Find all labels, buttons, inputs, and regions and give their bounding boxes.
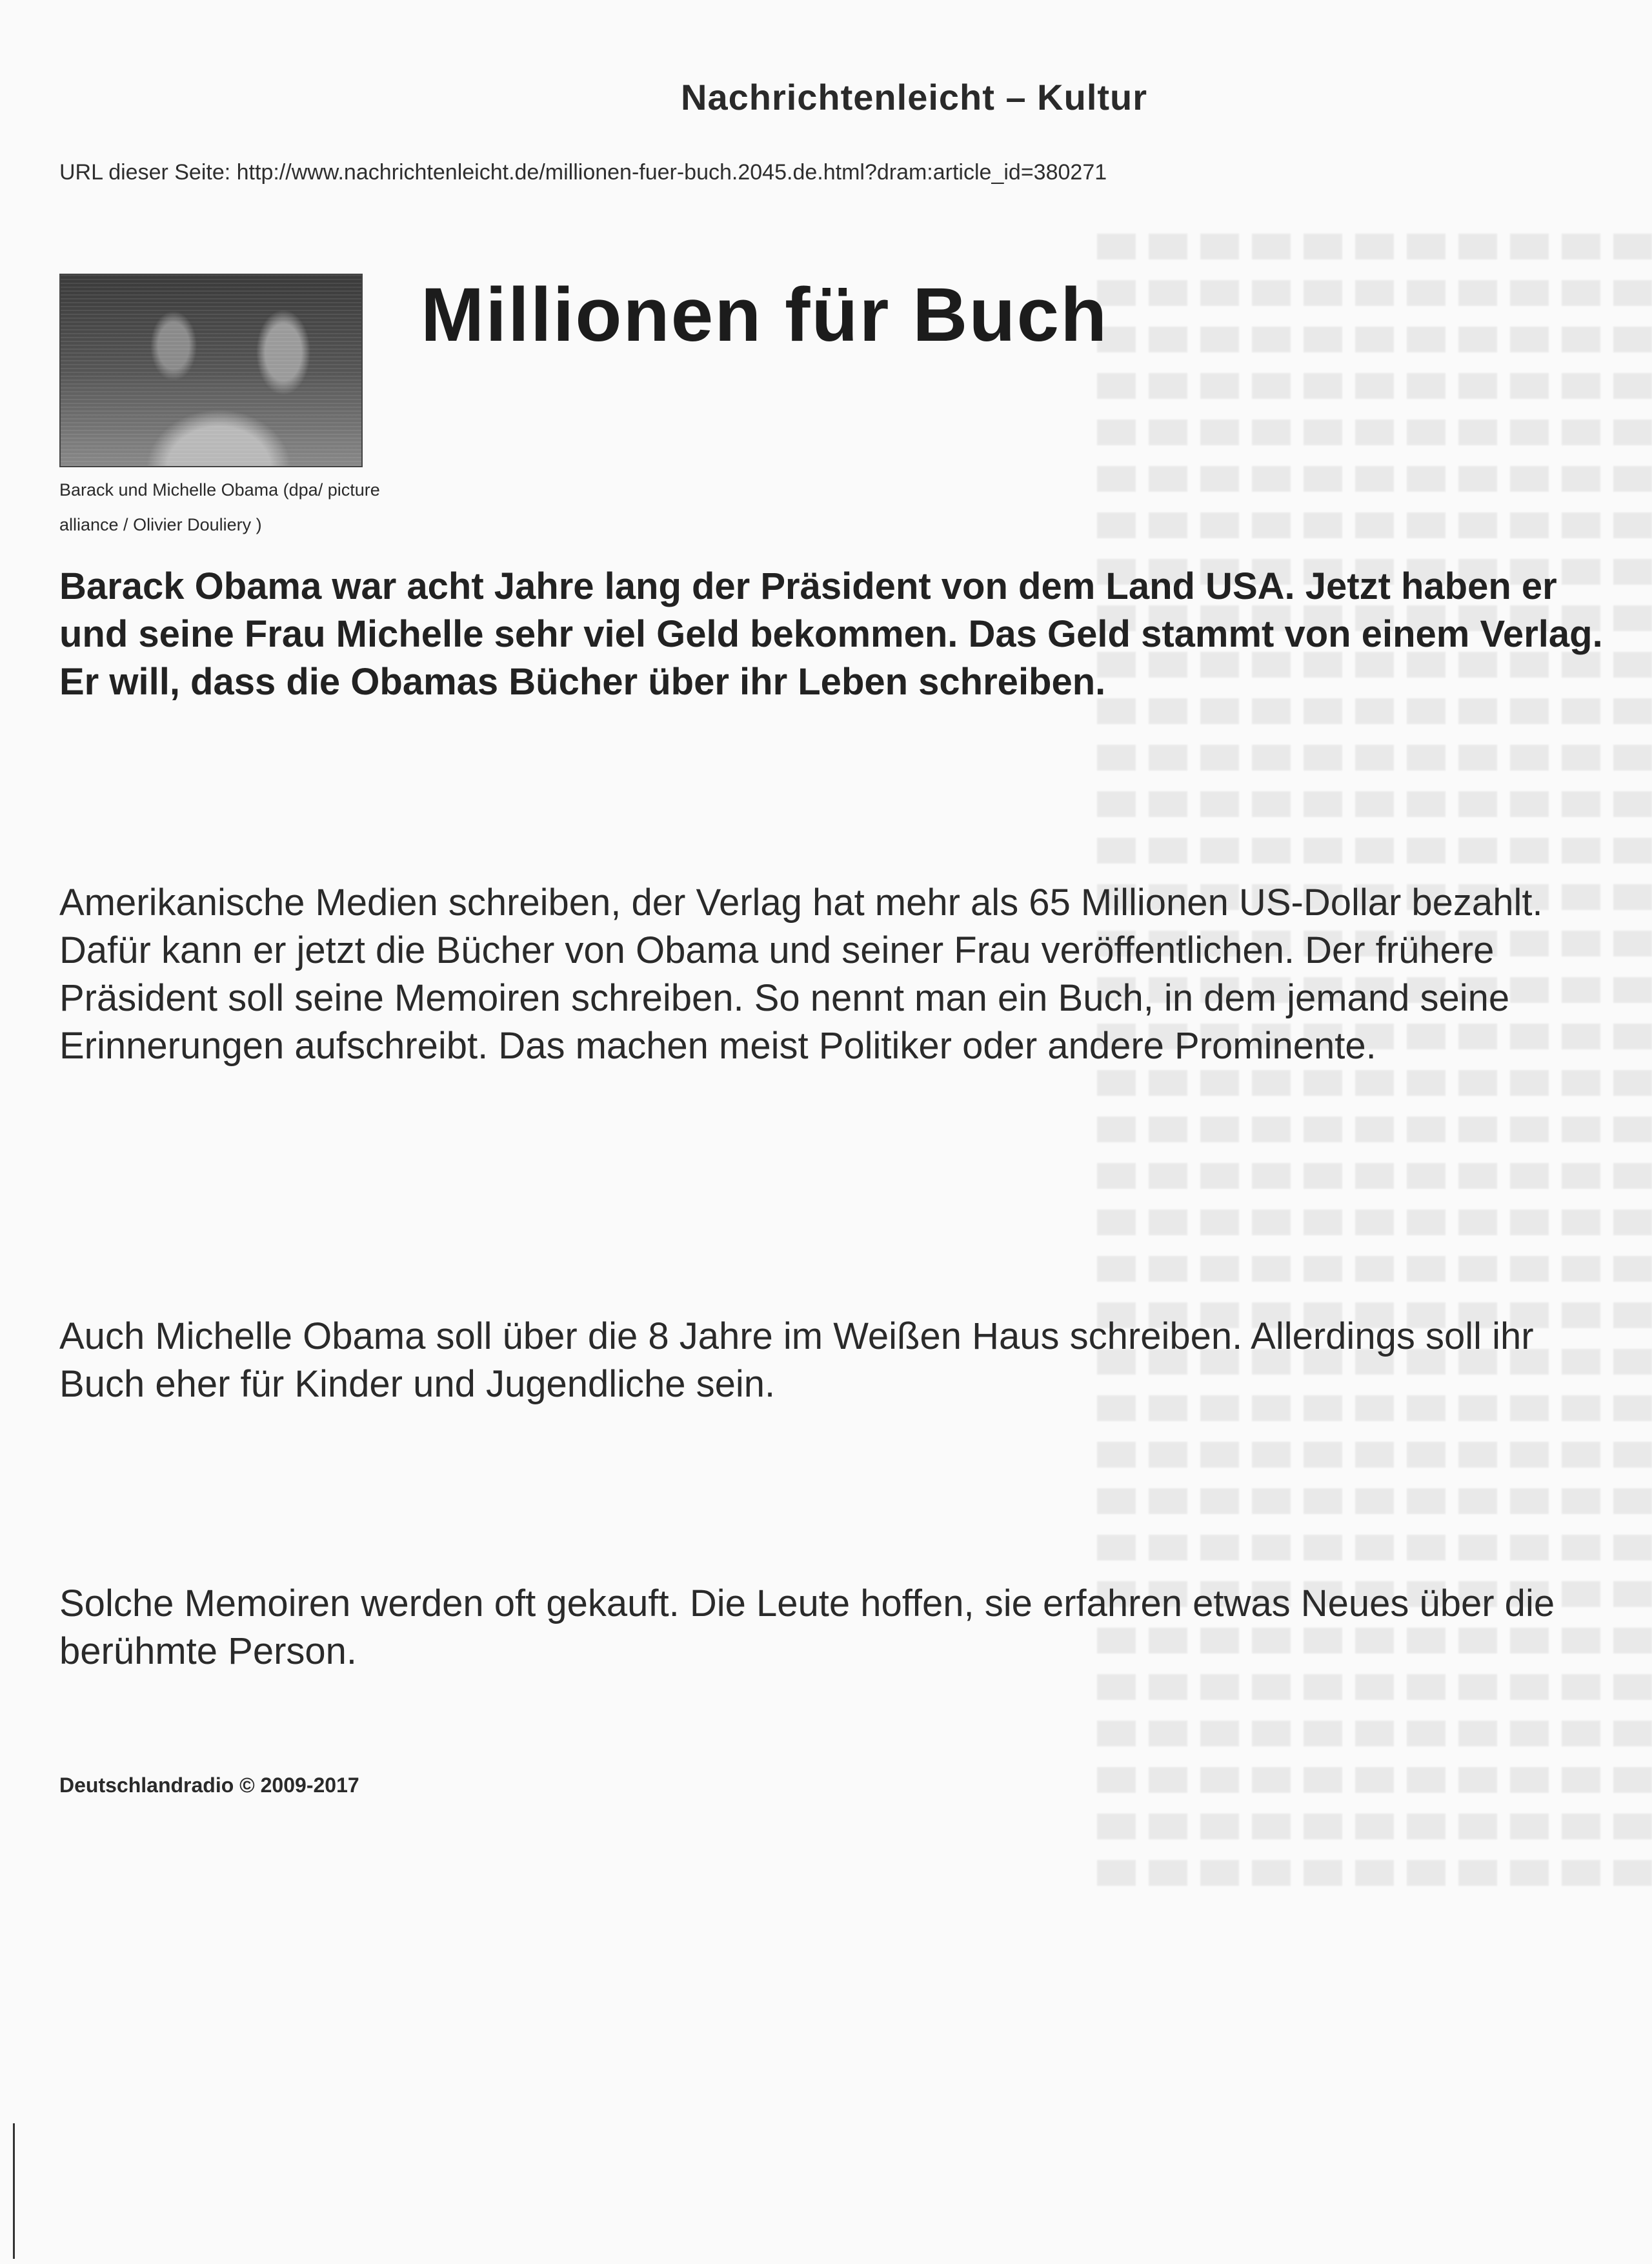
ghost-line [1097, 419, 1652, 445]
ghost-line [1097, 1117, 1652, 1142]
ghost-line [1097, 1535, 1652, 1561]
ghost-line [1097, 1163, 1652, 1189]
ghost-line [1097, 1488, 1652, 1514]
ghost-line [1097, 1209, 1652, 1235]
ghost-line [1097, 234, 1652, 259]
article-paragraph: Auch Michelle Obama soll über die 8 Jahre im Weißen Haus schreiben. Allerdings soll ihr Buch eher für Kinder und Jugendliche sein. [59, 1315, 1534, 1405]
ghost-line [1097, 791, 1652, 817]
ghost-line [1097, 1674, 1652, 1700]
article-photo [59, 274, 363, 467]
article-paragraph: Amerikanische Medien schreiben, der Verlag hat mehr als 65 Millionen US-Dollar bezahlt. Dafür kann er jetzt die Bücher von Obama und seiner Frau veröffentlichen. Der frühere Präsident soll seine Memoiren schreiben. So nennt man ein Buch, in dem jemand seine Erinnerungen aufschreibt. Das machen meist Politiker oder andere Prominente. [59, 882, 1543, 1067]
ghost-line [1097, 373, 1652, 399]
ghost-line [1097, 1767, 1652, 1793]
scan-edge-mark [13, 2123, 15, 2259]
bleed-through-texture [1097, 213, 1652, 1956]
ghost-line [1097, 838, 1652, 864]
ghost-line [1097, 1070, 1652, 1096]
page-url: URL dieser Seite: http://www.nachrichtenleicht.de/millionen-fuer-buch.2045.de.html?dram:article_id=380271 [59, 160, 1107, 185]
section-header: Nachrichtenleicht – Kultur [681, 77, 1148, 117]
ghost-line [1097, 280, 1652, 306]
ghost-line [1097, 1860, 1652, 1886]
article-title: Millionen für Buch [421, 272, 1109, 358]
photo-caption: Barack und Michelle Obama (dpa/ picture alliance / Olivier Douliery ) [59, 480, 380, 534]
copyright-footer: Deutschlandradio © 2009-2017 [59, 1774, 359, 1797]
article-lead: Barack Obama war acht Jahre lang der Präsident von dem Land USA. Jetzt haben er und seine Frau Michelle sehr viel Geld bekommen. Das Geld stammt von einem Verlag. Er will, dass die Obamas Bücher über ihr Leben schreiben. [59, 565, 1603, 703]
article-paragraph: Solche Memoiren werden oft gekauft. Die Leute hoffen, sie erfahren etwas Neues über die berühmte Person. [59, 1582, 1555, 1672]
ghost-line [1097, 512, 1652, 538]
ghost-line [1097, 1721, 1652, 1746]
ghost-line [1097, 327, 1652, 352]
ghost-line [1097, 1256, 1652, 1282]
ghost-line [1097, 466, 1652, 492]
ghost-line [1097, 745, 1652, 771]
ghost-line [1097, 1442, 1652, 1468]
ghost-line [1097, 1814, 1652, 1839]
